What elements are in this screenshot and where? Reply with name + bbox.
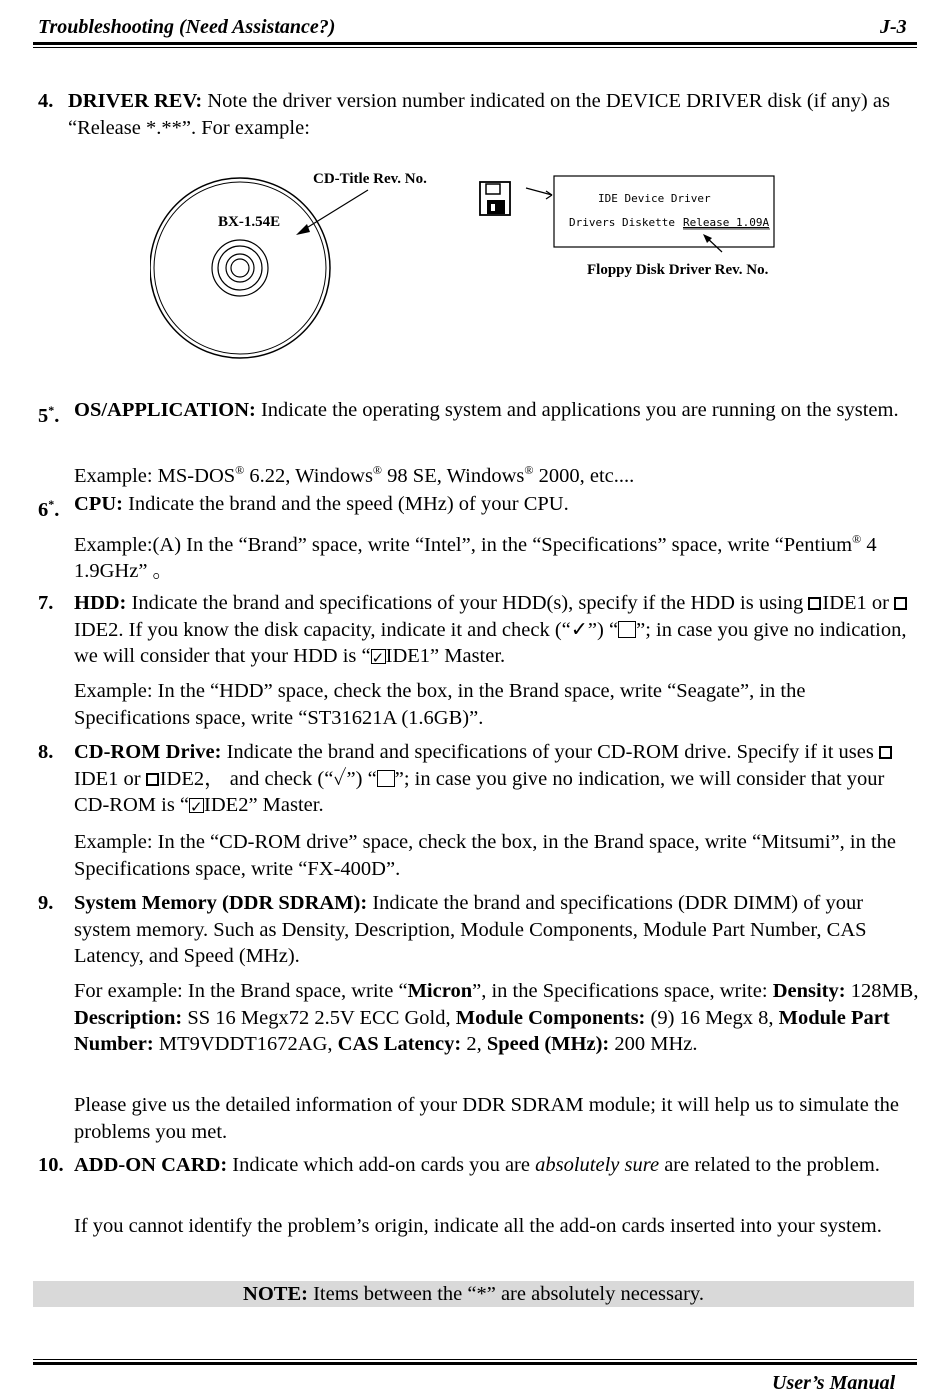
item-4-title: DRIVER REV:	[68, 90, 203, 112]
item-9-number: 9.	[38, 892, 54, 914]
item-7-example: Example: In the “HDD” space, check the box, in the Brand space, write “Seagate”, in the Specifications space, write “ST31621A (1.6GB)”.	[74, 680, 806, 729]
item-4-text: DRIVER REV: Note the driver version number indicated on the DEVICE DRIVER disk (if any) as “Release *.**”. For example:	[68, 90, 890, 139]
floppy-icon	[480, 182, 510, 215]
header-title: Troubleshooting (Need Assistance?)	[38, 16, 336, 38]
note-label: NOTE:	[243, 1283, 308, 1305]
item-10-text: ADD-ON CARD: Indicate which add-on cards you are absolutely sure are related to the problem.	[74, 1154, 880, 1176]
floppy-label-line1: IDE Device Driver	[598, 192, 711, 205]
floppy-connector-line	[526, 188, 552, 195]
item-5-title: OS/APPLICATION:	[74, 399, 256, 421]
footer-rule-thick	[33, 1362, 917, 1365]
note-text: Items between the “*” are absolutely necessary.	[307, 1283, 704, 1305]
header-page-number: J-3	[880, 16, 907, 38]
floppy-label-line2-prefix: Drivers Diskette	[569, 216, 675, 229]
floppy-label-box	[554, 176, 774, 247]
item-10-number: 10.	[38, 1154, 64, 1176]
item-9-example: For example: In the Brand space, write “Micron”, in the Specifications space, write: Density: 128MB, Description: SS 16 Megx72 2.5V ECC Gold, Module Components: (9) 16 Megx 8, Module Part Number: MT9VDDT1672AG, CAS Latency: 2, Speed (MHz): 200 MHz.	[74, 980, 919, 1055]
driver-figure	[150, 160, 810, 375]
item-5-number: 5*.	[38, 403, 60, 427]
item-9-text: System Memory (DDR SDRAM): Indicate the brand and specifications (DDR DIMM) of your system memory. Such as Density, Description, Module Components, Module Part Number, CAS Latency, and Speed (MHz).	[74, 892, 867, 967]
footer-rule-thin	[33, 1359, 917, 1360]
item-7-title: HDD:	[74, 592, 127, 614]
floppy-rev-label: Floppy Disk Driver Rev. No.	[587, 262, 769, 278]
item-10-title: ADD-ON CARD:	[74, 1154, 228, 1176]
cd-title-rev-label: CD-Title Rev. No.	[313, 171, 427, 187]
item-6-title: CPU:	[74, 493, 123, 515]
footer-label: User’s Manual	[772, 1372, 896, 1394]
item-6-example: Example:(A) In the “Brand” space, write “Intel”, in the “Specifications” space, write “Pentium® 4 1.9GHz” 。	[74, 532, 877, 583]
item-6-number: 6*.	[38, 497, 60, 521]
item-8-example: Example: In the “CD-ROM drive” space, check the box, in the Brand space, write “Mitsumi”, in the Specifications space, write “FX-400D”.	[74, 831, 897, 880]
item-7-number: 7.	[38, 592, 54, 614]
header-rule-thin	[33, 47, 917, 48]
item-7-text: HDD: Indicate the brand and specifications of your HDD(s), specify if the HDD is using IDE1 or IDE2. If you know the disk capacity, indicate it and check (“✓”) “ ”; in case you give no indication, we will consider that your HDD is “✓ IDE1” Master.	[74, 590, 919, 670]
item-6-text: CPU: Indicate the brand and the speed (MHz) of your CPU.	[74, 493, 569, 515]
note-bar	[33, 1281, 914, 1307]
header-rule-thick	[33, 42, 917, 45]
cd-arrow-head	[296, 224, 310, 235]
item-4-number: 4.	[38, 90, 54, 112]
item-8-text: CD-ROM Drive: Indicate the brand and specifications of your CD-ROM drive. Specify if it uses IDE1 or IDE2， and check (“✓”) “ ”; in case you give no indication, we will consider that your CD-ROM is “✓ IDE2” Master.	[74, 739, 919, 819]
item-5-example: Example: MS-DOS® 6.22, Windows® 98 SE, Windows® 2000, etc....	[74, 463, 635, 487]
item-5-text: OS/APPLICATION: Indicate the operating system and applications you are running on the system.	[74, 399, 899, 421]
item-8-number: 8.	[38, 741, 54, 763]
cd-label: BX-1.54E	[218, 214, 281, 230]
cd-disc-illustration	[150, 178, 330, 358]
item-9-note: Please give us the detailed information of your DDR SDRAM module; it will help us to simulate the problems you met.	[74, 1094, 900, 1143]
item-8-title: CD-ROM Drive:	[74, 741, 222, 763]
item-9-title: System Memory (DDR SDRAM):	[74, 892, 368, 914]
floppy-label-release: Release 1.09A	[683, 216, 770, 229]
item-10-note: If you cannot identify the problem’s origin, indicate all the add-on cards inserted into your system.	[74, 1215, 882, 1237]
